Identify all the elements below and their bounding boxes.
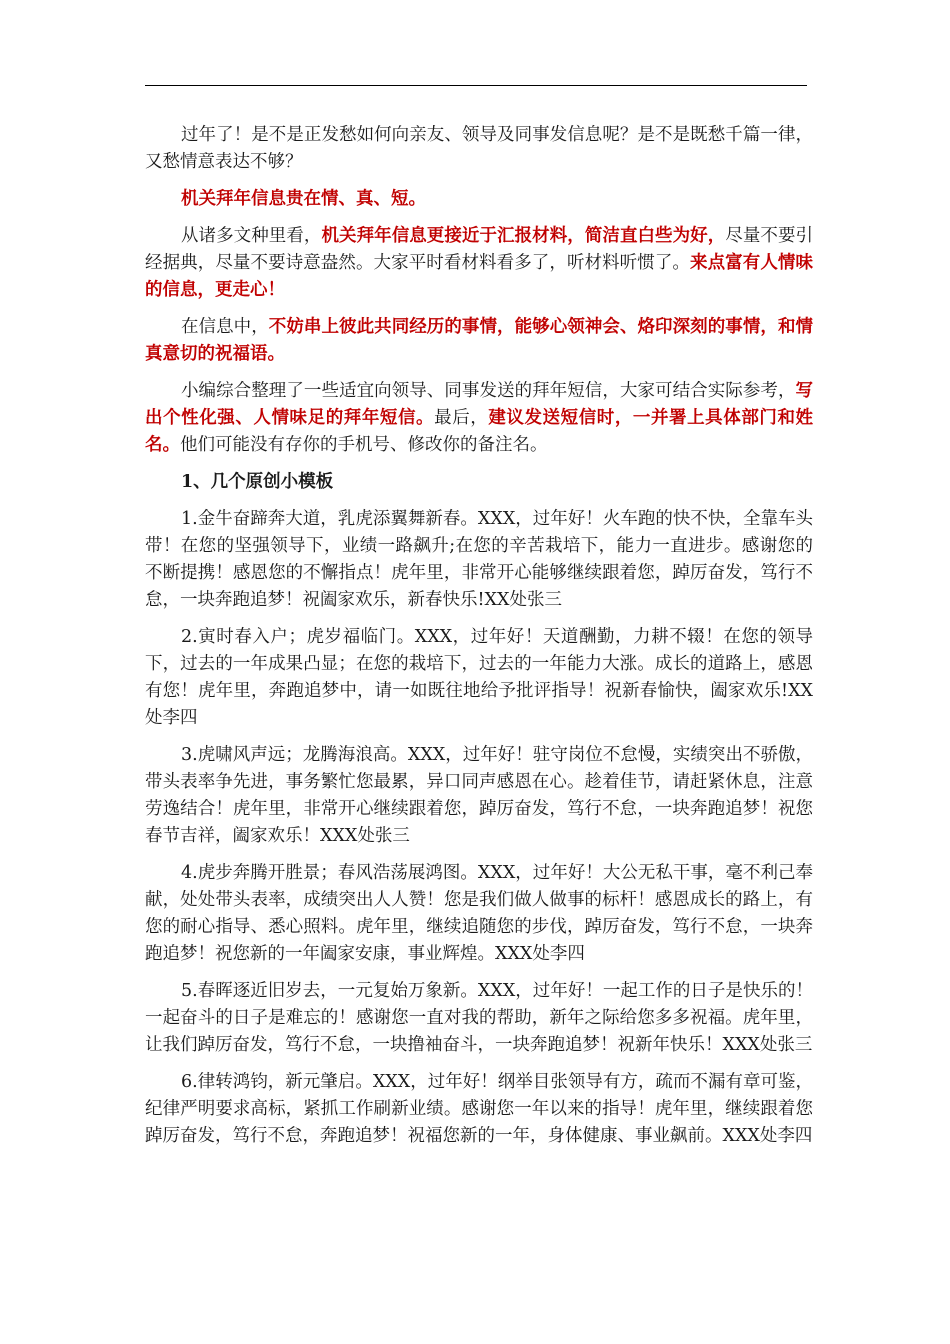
advice-text-a: 小编综合整理了一些适宜向领导、同事发送的拜年短信，大家可结合实际参考，	[181, 381, 796, 401]
advice-paragraph	[145, 378, 813, 459]
style-text-a: 从诸多文种里看，	[181, 226, 322, 246]
advice-text-b: 写出个性化强、人情味足的拜年短信。	[145, 381, 813, 428]
advice-text-d: 建议发送短信时，一并署上具体部门和姓名。	[145, 408, 814, 455]
template-item: 1.金牛奋蹄奔大道，乳虎添翼舞新春。XXX，过年好！火车跑的快不快，全靠车头带！在您的坚强领导下，业绩一路飙升;在您的辛苦栽培下，能力一直进步。感谢您的不断提携！感恩您的不懈指点！虎年里，非常开心能够继续跟着您，踔厉奋发，笃行不怠，一块奔跑追梦！祝阖家欢乐，新春快乐!XX处张三	[145, 509, 813, 610]
template-item: 4.虎步奔腾开胜景；春风浩荡展鸿图。XXX，过年好！大公无私干事，毫不利己奉献，处处带头表率，成绩突出人人赞！您是我们做人做事的标杆！感恩成长的路上，有您的耐心指导、悉心照料。虎年里，继续追随您的步伐，踔厉奋发，笃行不怠，一块奔跑追梦！祝您新的一年阖家安康，事业辉煌。XXX处李四	[145, 863, 813, 964]
advice-text-c: 最后，	[434, 408, 489, 428]
content-text-a: 在信息中，	[181, 317, 269, 337]
template-item: 2.寅时春入户；虎岁福临门。XXX，过年好！天道酬勤，力耕不辍！在您的领导下，过去的一年成果凸显；在您的栽培下，过去的一年能力大涨。成长的道路上，感恩有您！虎年里，奔跑追梦中，请一如既往地给予批评指导！祝新春愉快，阖家欢乐!XX处李四	[145, 627, 813, 728]
content-text-b: 不妨串上彼此共同经历的事情，能够心领神会、烙印深刻的事情，和情真意切的祝福语。	[145, 317, 814, 364]
document-body	[145, 122, 813, 1160]
style-text-b: 机关拜年信息更接近于汇报材料，简洁直白些为好，	[321, 226, 726, 246]
section-heading: 1、几个原创小模板	[181, 472, 334, 492]
key-point-paragraph	[145, 186, 813, 213]
template-item: 5.春晖逐近旧岁去，一元复始万象新。XXX，过年好！一起工作的日子是快乐的！一起奋斗的日子是难忘的！感谢您一直对我的帮助，新年之际给您多多祝福。虎年里，让我们踔厉奋发，笃行不怠，一块撸袖奋斗，一块奔跑追梦！祝新年快乐！XXX处张三	[145, 981, 813, 1055]
style-text-d: 来点富有人情味的信息，更走心！	[145, 253, 814, 300]
key-point-text: 机关拜年信息贵在情、真、短。	[181, 189, 426, 209]
intro-paragraph	[145, 122, 813, 176]
content-paragraph	[145, 314, 813, 368]
intro-text: 过年了！是不是正发愁如何向亲友、领导及同事发信息呢？是不是既愁千篇一律，又愁情意表达不够？	[145, 125, 813, 172]
style-text-c: 尽量不要引经据典，尽量不要诗意盎然。大家平时看材料看多了，听材料听惯了。	[145, 226, 814, 273]
header-rule	[145, 85, 807, 86]
advice-text-e: 他们可能没有存你的手机号、修改你的备注名。	[180, 435, 548, 455]
style-paragraph	[145, 223, 813, 304]
template-item: 6.律转鸿钧，新元肇启。XXX，过年好！纲举目张领导有方，疏而不漏有章可鉴，纪律严明要求高标，紧抓工作刷新业绩。感谢您一年以来的指导！虎年里，继续跟着您踔厉奋发，笃行不怠，奔跑追梦！祝福您新的一年，身体健康、事业飙前。XXX处李四	[145, 1072, 813, 1146]
template-item: 3.虎啸风声远；龙腾海浪高。XXX，过年好！驻守岗位不怠慢，实绩突出不骄傲，带头表率争先进，事务繁忙您最累，异口同声感恩在心。趁着佳节，请赶紧休息，注意劳逸结合！虎年里，非常开心继续跟着您，踔厉奋发，笃行不怠，一块奔跑追梦！祝您春节吉祥，阖家欢乐！XXX处张三	[145, 745, 813, 846]
section-heading-paragraph	[145, 469, 813, 496]
